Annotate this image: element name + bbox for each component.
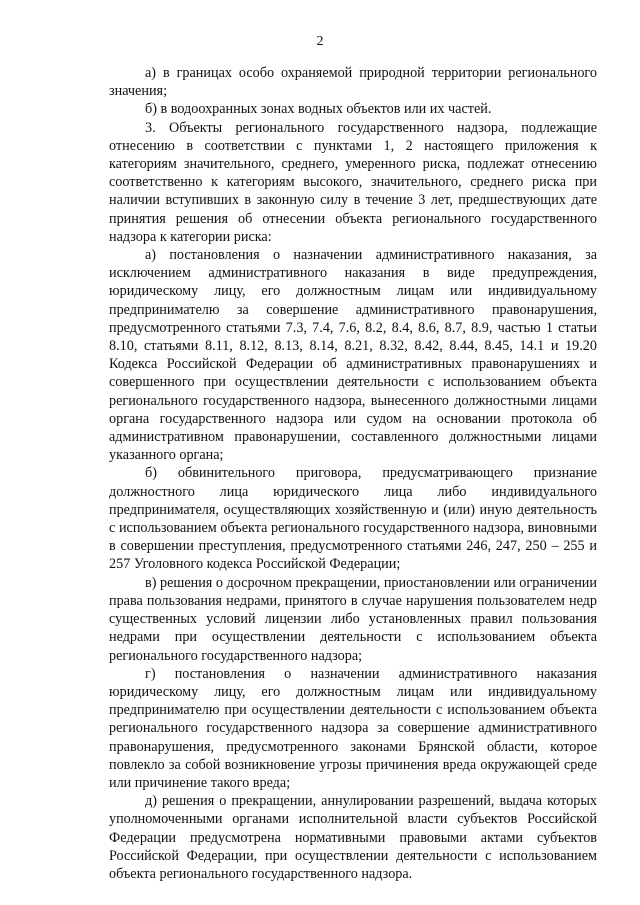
document-body <box>109 64 597 883</box>
paragraph-b-water-protection-zones: б) в водоохранных зонах водных объектов или их частей. <box>145 101 492 118</box>
paragraph-3b-conviction: б) обвинительного приговора, предусматривающего признание должностного лица юридического лица либо индивидуального предпринимателя, осуществляющих хозяйственную и (или) иную деятельность с использованием объекта регионального государственного надзора, виновными в совершении преступления, предусмотренного статьями 246, 247, 250 – 255 и 257 Уголовного кодекса Российской Федерации; <box>109 465 597 573</box>
paragraph-3a-administrative-penalty: а) постановления о назначении административного наказания, за исключением административного наказания в виде предупреждения, юридическому лицу, его должностным лицам или индивидуальному предпринимателю за совершение административного правонарушения, предусмотренного статьями 7.3, 7.4, 7.6, 8.2, 8.4, 8.6, 8.7, 8.9, частью 1 статьи 8.10, статьями 8.11, 8.12, 8.13, 8.14, 8.21, 8.32, 8.42, 8.44, 8.45, 14.1 и 19.20 Кодекса Российской Федерации об административных правонарушениях и совершенного при осуществлении деятельности с использованием объекта регионального государственного надзора, вынесенного должностными лицами органа государственного надзора или судом на основании протокола об административном правонарушении, составленного должностными лицами указанного органа; <box>109 247 597 464</box>
paragraph-3v-subsoil-use-termination: в) решения о досрочном прекращении, приостановлении или ограничении права пользования недрами, принятого в случае нарушения пользователем недр существенных условий лицензии либо установленных правил пользования недрами при осуществлении деятельности с использованием объекта регионального государственного надзора; <box>109 574 597 664</box>
paragraph-a-protected-territory: а) в границах особо охраняемой природной территории регионального значения; <box>109 65 597 100</box>
paragraph-3g-regional-law-penalty: г) постановления о назначении административного наказания юридическому лицу, его должностным лицам или индивидуальному предпринимателю при осуществлении деятельности с использованием объекта регионального государственного надзора за совершение административного правонарушения, предусмотренного законами Брянской области, которое повлекло за собой возникновение угрозы причинения вреда окружающей среде или причинение такого вреда; <box>109 665 597 791</box>
page-number: 2 <box>316 34 324 49</box>
paragraph-3d-permit-annulment: д) решения о прекращении, аннулировании разрешений, выдача которых уполномоченными органами исполнительной власти субъектов Российской Федерации предусмотрена нормативными правовыми актами субъектов Российской Федерации, при осуществлении деятельности с использованием объекта регионального государственного надзора. <box>109 793 597 882</box>
paragraph-3-risk-categories: 3. Объекты регионального государственного надзора, подлежащие отнесению в соответствии с пунктами 1, 2 настоящего приложения к категориям значительного, среднего, умеренного риска, подлежат отнесению соответственно к категориям высокого, значительного, среднего риска при наличии вступивших в законную силу в течение 3 лет, предшествующих дате принятия решения об отнесении объекта регионального государственного надзора к категории риска: <box>109 119 597 245</box>
